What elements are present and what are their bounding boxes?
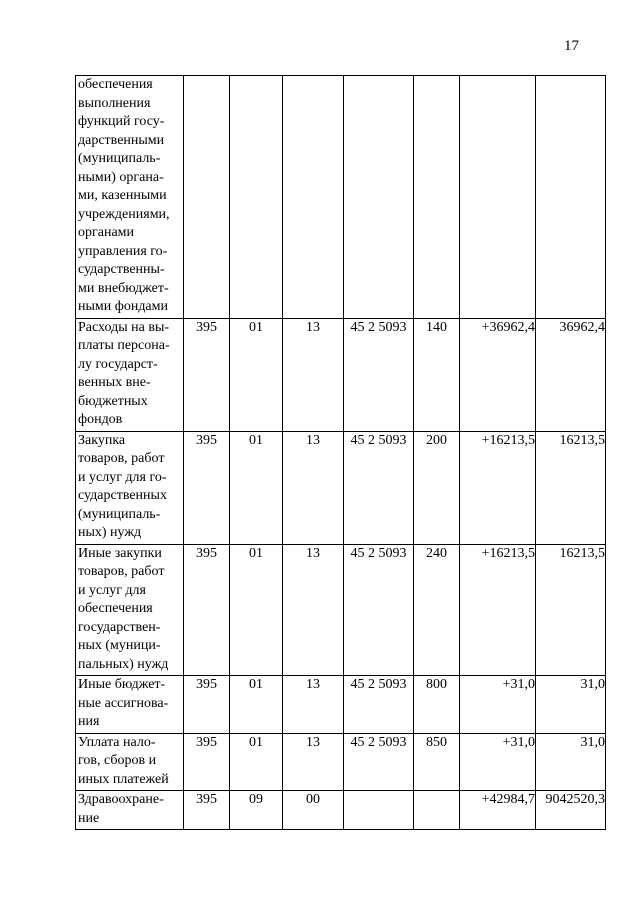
vr-cell: 850	[414, 733, 460, 791]
row-name-cell: Закупка товаров, работ и услуг для го- сударственных (муниципаль- ных) нужд	[76, 431, 184, 544]
ved-cell	[184, 76, 230, 319]
table-row	[76, 318, 606, 431]
change-cell: +16213,5	[460, 544, 536, 676]
rz-cell: 01	[230, 676, 283, 734]
total-cell: 36962,4	[536, 318, 606, 431]
row-name-cell: Уплата нало- гов, сборов и иных платежей	[76, 733, 184, 791]
total-cell: 31,0	[536, 676, 606, 734]
vr-cell: 240	[414, 544, 460, 676]
ved-cell: 395	[184, 544, 230, 676]
rz-cell: 01	[230, 431, 283, 544]
change-cell: +16213,5	[460, 431, 536, 544]
page-number: 17	[564, 38, 579, 54]
row-name-cell: Здравоохране- ние	[76, 791, 184, 830]
csr-cell: 45 2 5093	[344, 676, 414, 734]
ved-cell: 395	[184, 791, 230, 830]
rz-cell	[230, 76, 283, 319]
budget-table	[75, 75, 606, 830]
pr-cell: 00	[283, 791, 344, 830]
csr-cell: 45 2 5093	[344, 544, 414, 676]
total-cell	[536, 76, 606, 319]
csr-cell: 45 2 5093	[344, 733, 414, 791]
vr-cell	[414, 791, 460, 830]
vr-cell: 200	[414, 431, 460, 544]
rz-cell: 01	[230, 733, 283, 791]
total-cell: 16213,5	[536, 431, 606, 544]
table-row	[76, 676, 606, 734]
row-name-cell: Иные бюджет- ные ассигнова- ния	[76, 676, 184, 734]
ved-cell: 395	[184, 431, 230, 544]
pr-cell: 13	[283, 733, 344, 791]
pr-cell: 13	[283, 676, 344, 734]
ved-cell: 395	[184, 318, 230, 431]
pr-cell	[283, 76, 344, 319]
change-cell	[460, 76, 536, 319]
total-cell: 31,0	[536, 733, 606, 791]
row-name-cell: Иные закупки товаров, работ и услуг для обеспечения государствен- ных (муници- пальных) нужд	[76, 544, 184, 676]
ved-cell: 395	[184, 676, 230, 734]
csr-cell: 45 2 5093	[344, 431, 414, 544]
rz-cell: 01	[230, 544, 283, 676]
pr-cell: 13	[283, 431, 344, 544]
row-name-cell: Расходы на вы- платы персона- лу государст- венных вне- бюджетных фондов	[76, 318, 184, 431]
table-row	[76, 431, 606, 544]
ved-cell: 395	[184, 733, 230, 791]
table-row	[76, 791, 606, 830]
rz-cell: 09	[230, 791, 283, 830]
vr-cell	[414, 76, 460, 319]
rz-cell: 01	[230, 318, 283, 431]
pr-cell: 13	[283, 318, 344, 431]
row-name-cell: обеспечения выполнения функций госу- дарственными (муниципаль- ными) органа- ми, казенными учреждениями, органами управления го- сударственны- ми внебюджет- ными фондами	[76, 76, 184, 319]
vr-cell: 800	[414, 676, 460, 734]
table-row	[76, 76, 606, 319]
total-cell: 9042520,3	[536, 791, 606, 830]
change-cell: +31,0	[460, 733, 536, 791]
vr-cell: 140	[414, 318, 460, 431]
table-row	[76, 544, 606, 676]
table-row	[76, 733, 606, 791]
pr-cell: 13	[283, 544, 344, 676]
csr-cell	[344, 791, 414, 830]
change-cell: +31,0	[460, 676, 536, 734]
csr-cell	[344, 76, 414, 319]
change-cell: +36962,4	[460, 318, 536, 431]
change-cell: +42984,7	[460, 791, 536, 830]
csr-cell: 45 2 5093	[344, 318, 414, 431]
total-cell: 16213,5	[536, 544, 606, 676]
